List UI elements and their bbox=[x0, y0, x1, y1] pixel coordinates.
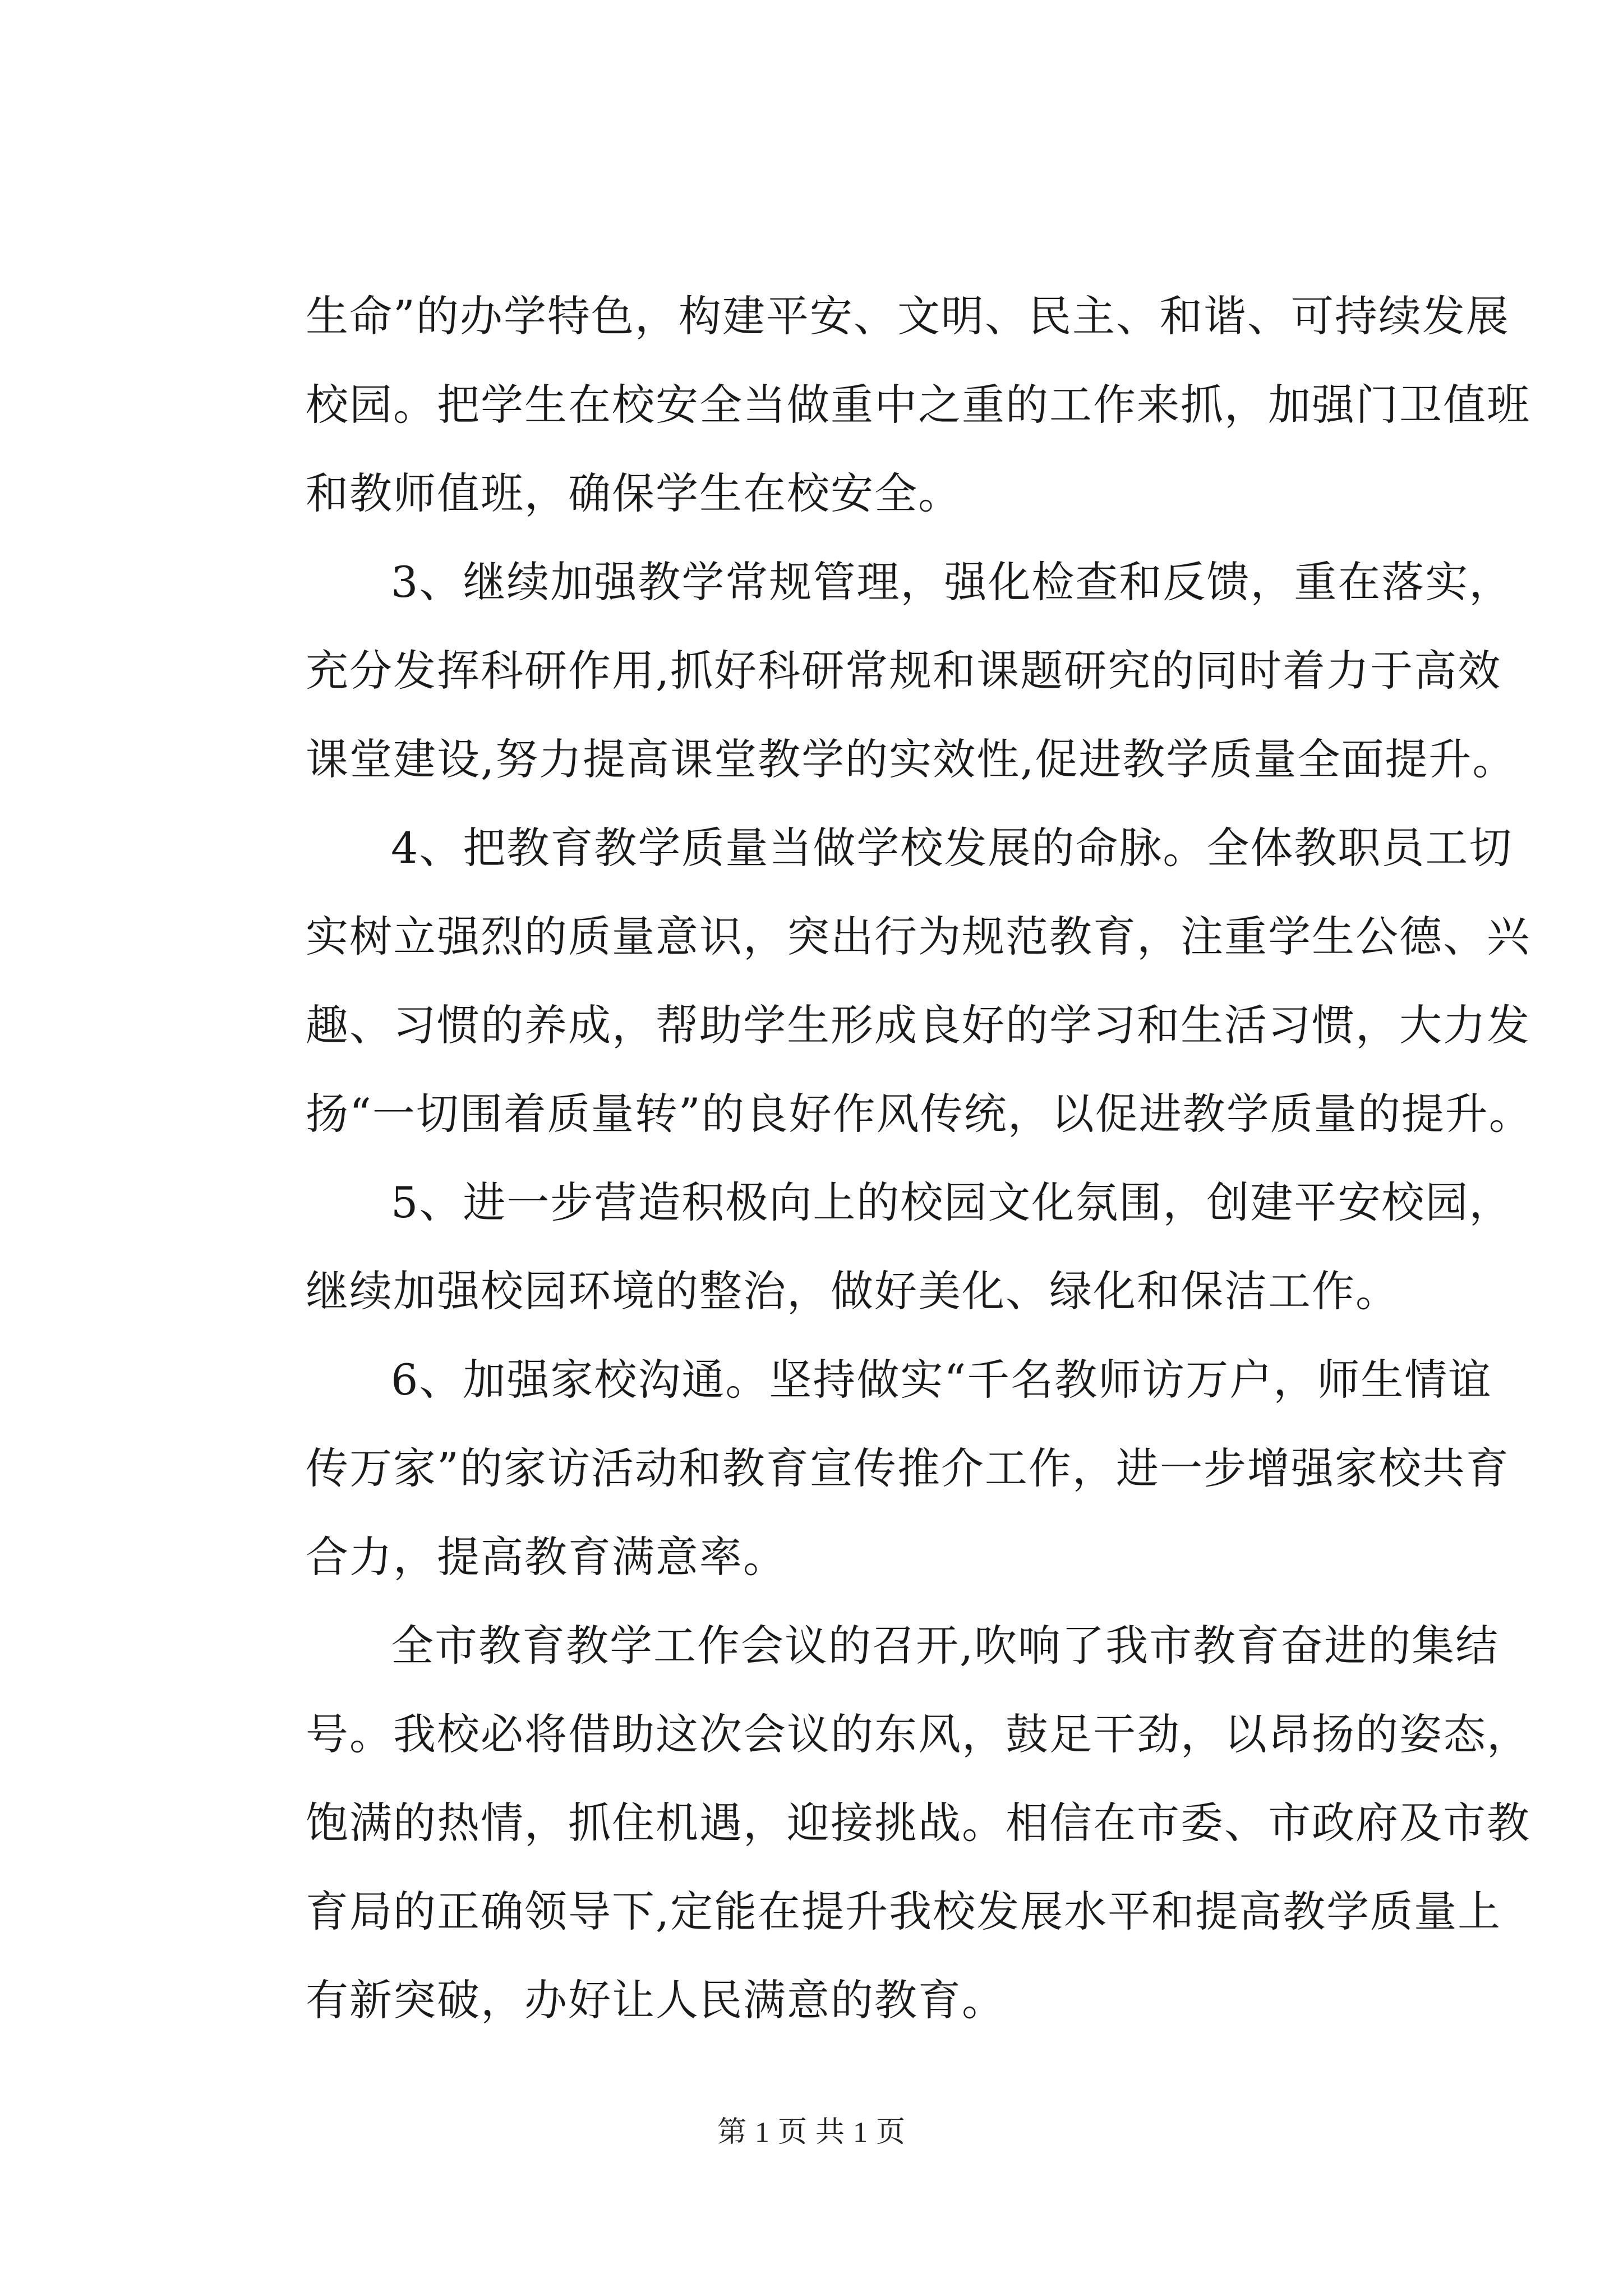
text-line: 充分发挥科研作用,抓好科研常规和课题研究的同时着力于高效 bbox=[306, 646, 1502, 696]
text-line: 和教师值班，确保学生在校安全。 bbox=[306, 468, 962, 518]
text-line: 有新突破，办好让人民满意的教育。 bbox=[306, 1975, 1006, 2025]
text-line: 合力，提高教育满意率。 bbox=[306, 1532, 787, 1582]
document-body bbox=[306, 272, 1533, 2045]
text-line: 全市教育教学工作会议的召开,吹响了我市教育奋进的集结 bbox=[391, 1621, 1500, 1671]
text-line: 课堂建设,努力提高课堂教学的实效性,促进教学质量全面提升。 bbox=[306, 734, 1516, 784]
text-line: 育局的正确领导下,定能在提升我校发展水平和提高教学质量上 bbox=[306, 1887, 1502, 1936]
text-line: 扬“一切围着质量转”的良好作风传统，以促进教学质量的提升。 bbox=[306, 1089, 1533, 1139]
text-line: 3、继续加强教学常规管理，强化检查和反馈，重在落实， bbox=[391, 557, 1513, 607]
paragraph-item-4 bbox=[306, 804, 1533, 1158]
text-line: 6、加强家校沟通。坚持做实“千名教师访万户，师生情谊 bbox=[391, 1355, 1492, 1405]
text-line: 号。我校必将借助这次会议的东风，鼓足干劲，以昂扬的姿态， bbox=[306, 1709, 1530, 1759]
text-line: 4、把教育教学质量当做学校发展的命脉。全体教职员工切 bbox=[391, 823, 1513, 873]
paragraph-item-3 bbox=[306, 538, 1516, 804]
text-line: 传万家”的家访活动和教育宣传推介工作，进一步增强家校共育 bbox=[306, 1443, 1510, 1493]
paragraph-conclusion bbox=[306, 1602, 1530, 2045]
paragraph-continuation bbox=[306, 272, 1530, 538]
text-line: 5、进一步营造积极向上的校园文化氛围，创建平安校园， bbox=[391, 1177, 1513, 1227]
paragraph-item-5 bbox=[306, 1158, 1513, 1336]
text-line: 校园。把学生在校安全当做重中之重的工作来抓，加强门卫值班 bbox=[306, 380, 1530, 430]
paragraph-item-6 bbox=[306, 1336, 1510, 1602]
text-line: 饱满的热情，抓住机遇，迎接挑战。相信在市委、市政府及市教 bbox=[306, 1798, 1530, 1848]
text-line: 实树立强烈的质量意识，突出行为规范教育，注重学生公德、兴 bbox=[306, 912, 1530, 961]
page-number-footer: 第 1 页 共 1 页 bbox=[717, 2116, 906, 2148]
text-line: 继续加强校园环境的整治，做好美化、绿化和保洁工作。 bbox=[306, 1266, 1399, 1316]
text-line: 趣、习惯的养成，帮助学生形成良好的学习和生活习惯，大力发 bbox=[306, 1000, 1530, 1050]
text-line: 生命”的办学特色，构建平安、文明、民主、和谐、可持续发展 bbox=[306, 291, 1510, 341]
